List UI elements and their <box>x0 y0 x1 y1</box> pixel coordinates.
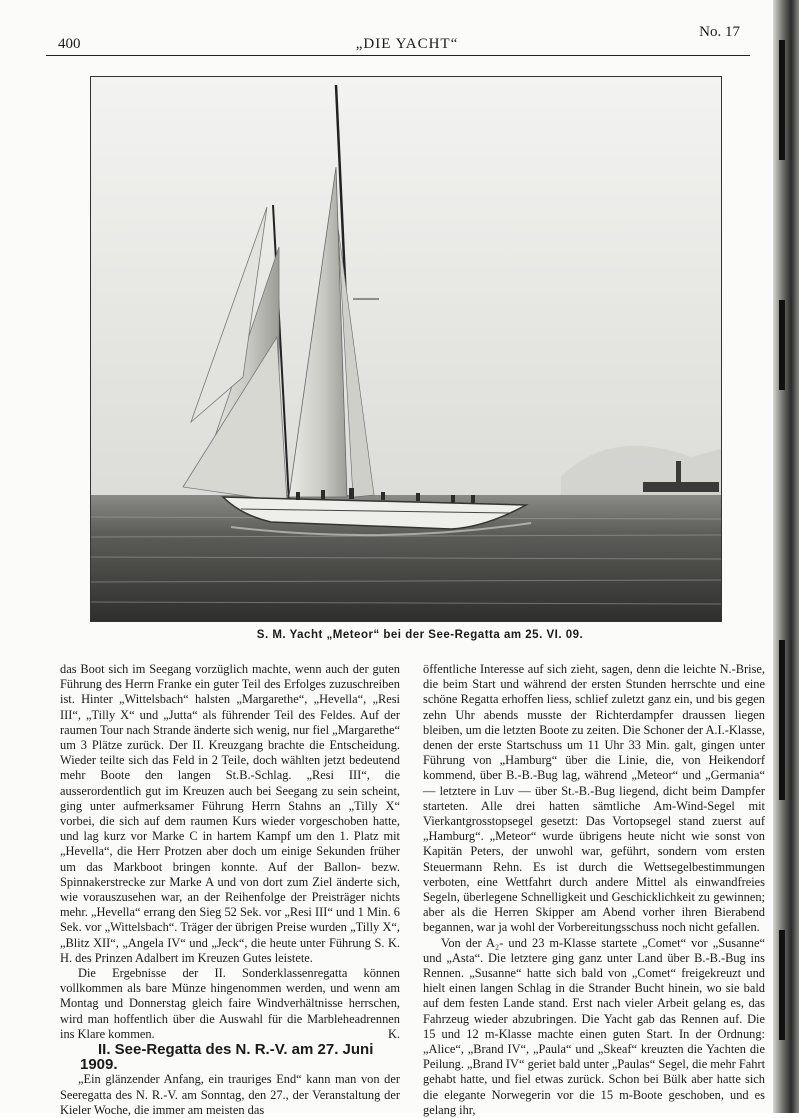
left-paragraph-1: das Boot sich im Seegang vorzüglich machte, wenn auch der guten Führung des Herrn Franke ein guter Teil des Erfolges zuzuschreiben ist. Hinter „Wittelsbach“ halsten „Margarethe“, „Hevella“, „Resi III“, „Tilly X“ und „Jutta“ als führender Teil des Feldes. Auf der raumen Tour nach Strande änderte sich wenig, nur fiel „Margarethe“ um 3 Plätze zurück. Der II. Kreuzgang brachte die Entscheidung. Wieder teilte sich das Feld in 2 Teile, doch wählten jetzt bedeutend mehr Boote den langen St.B.-Schlag. „Resi III“, die ausserordentlich gut im Kreuzen auch bei Seegang zu sein scheint, ging unter aufmerksamer Führung Herrn Stahns an „Tilly X“ vorbei, die sich auf dem raumen Kurs wieder vorgeschoben hatte, und lag kurz vor Marke C in hartem Kampf um den 1. Platz mit „Hevella“, die Herr Protzen aber doch um einige Sekunden früher um das Markboot bringen konnte. Auf der Ballon- bezw. Spinnakerstrecke zur Marke A und von dort zum Ziel änderte sich, wie vorauszusehen war, an der Reihenfolge der Preisträger nichts mehr. „Hevella“ errang den Sieg 52 Sek. vor „Resi III“ und 1 Min. 6 Sek. vor „Wittelsbach“. Träger der übrigen Preise wurden „Tilly X“, „Blitz XII“, „Angela IV“ und „Jeck“, die heute unter Führung S. K. H. des Prinzen Adalbert im Kreuzen Gutes leistete. <box>60 662 400 965</box>
closing-paragraph: Die Ergebnisse der II. Sonderklassenregatta können vollkommen als bare Münze hingenommen werden, und wenn am Montag und Donnerstag gleich faire Windverhältnisse herrschen, wird man hoffentlich über die Auswahl für die Marbleheadrennen ins Klare kommen. <box>60 966 400 1041</box>
edge-mark <box>779 300 785 390</box>
left-column <box>60 662 400 1118</box>
issue-number: No. 17 <box>699 24 740 40</box>
right-paragraph-1: öffentliche Interesse auf sich zieht, sagen, denn die leichte N.-Brise, die beim Start und während der ersten Stunden herrschte und eine schöne Regatta erhoffen liess, schlief zuletzt ganz ein, und bis gegen zehn Uhr abends musste der Richterdampfer draussen liegen bleiben, um die letzten Boote zu zeiten. Die Schoner der A.I.-Klasse, denen der erste Startschuss um 11 Uhr 33 Min. galt, gingen unter Führung von „Hamburg“ über die Linie, die, von Heikendorf kommend, über B.-B.-Bug lag, während „Meteor“ und „Germania“ — letztere in Luv — über St.-B.-Bug liegend, dicht beim Dampfer starteten. Alle drei hatten sämtliche Am-Wind-Segel mit Vierkantgrosstopsegel gesetzt: Das Vortopsegel stand zuerst auf „Hamburg“. „Meteor“ wurde übrigens heute nicht wie sonst von Kapitän Peters, der unwohl war, geführt, sondern vom ersten Steuermann Rehn. Es ist durch die Wettsegelbestimmungen verboten, eine Wettfahrt durch andere Mittel als einwandfreies Segeln, überlegene Schnelligkeit und Geschicklichkeit zu gewinnen; aber als die Herren Skipper am Abend vorher ihren Bierabend begannen, war ja wohl der Vorbereitungsschuss noch nicht gefallen. <box>423 662 765 935</box>
left-paragraph-2 <box>60 966 400 1042</box>
left-paragraph-3: „Ein glänzender Anfang, ein trauriges End“ kann man von der Seeregatta des N. R.-V. am Sonntag, den 27., der Veranstaltung der Kieler Woche, die immer am meisten das <box>60 1072 400 1117</box>
page-number: 400 <box>58 36 81 52</box>
page-edge-shadow <box>773 0 799 1113</box>
yacht-photograph <box>90 76 722 622</box>
page-header <box>46 22 768 52</box>
author-signature: K. <box>387 1026 400 1041</box>
edge-mark <box>779 40 785 160</box>
figure-caption: S. M. Yacht „Meteor“ bei der See-Regatta am 25. VI. 09. <box>256 629 584 641</box>
section-heading: II. See-Regatta des N. R.-V. am 27. Juni 1909. <box>80 1041 374 1074</box>
edge-mark <box>779 640 785 800</box>
edge-mark <box>779 930 785 1040</box>
header-rule <box>46 55 750 56</box>
yacht-illustration <box>91 77 721 621</box>
running-title: „DIE YACHT“ <box>355 36 459 52</box>
right-column <box>423 662 765 1118</box>
right-paragraph-2: Von der A₂- und 23 m-Klasse startete „Comet“ vor „Susanne“ und „Asta“. Die letztere ging ganz unter Land über B.-B.-Bug ins Rennen. „Susanne“ hatte sich bald von „Comet“ freigekreuzt und hielt einen langen Schlag in die Strander Bucht hinein, wo sie bald auf dem festen Lande stand. Erst nach vieler Arbeit gelang es, das Fahrzeug wieder abzubringen. Die Yacht gab das Rennen auf. Die 15 und 12 m-Klasse machte einen guten Start. In der Ordnung: „Alice“, „Brand IV“, „Paula“ und „Skeaf“ kreuzten die Yachten die Peilung. „Brand IV“ geriet bald unter „Paulas“ Segel, die mehr Fahrt gehabt hatte, und fiel etwas zurück. Schon bei Bülk aber hatte sich die elegante Norwegerin vor die 15 m-Boote geschoben, und es gelang ihr, <box>423 935 766 1117</box>
